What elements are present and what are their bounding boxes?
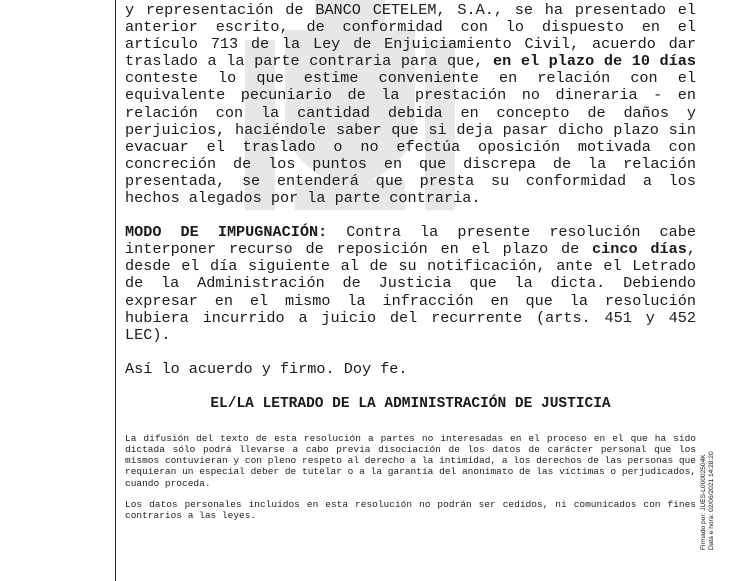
data-protection-notice: Los datos personales incluidos en esta resolución no podrán ser cedidos, ni comunicados con fines contrarios a las leyes. [125, 498, 696, 522]
digital-signature-stamp [700, 432, 720, 550]
impugnacion-label: MODO DE IMPUGNACIÓN: [125, 223, 328, 242]
paragraph-text: y representación de BANCO CETELEM, S.A., se ha presentado el anterior escrito, de conformidad con lo dispuesto en el artículo 713 de la Ley de Enjuiciamiento Civil, acuerdo dar traslado a la parte contraria para que, [125, 1, 696, 71]
left-margin-line [115, 0, 116, 581]
paragraph-impugnacion [125, 224, 696, 344]
paragraph-text: conteste lo que estime conveniente en relación con el equivalente pecuniario de la prestación no dineraria - en relación con la cantidad debida en concepto de daños y perjuicios, haciéndole saber que si deja pasar dicho plazo sin evacuar el traslado o no efectúa oposición motivada con concreción de los puntos en que discrepa de la relación presentada, se entenderá que presta su conformidad a los hechos alegados por la parte contraria. [125, 69, 696, 208]
paragraph-traslado [125, 2, 696, 207]
signature-title: EL/LA LETRADO DE LA ADMINISTRACIÓN DE JUSTICIA [210, 395, 611, 412]
stamp-datetime: Data e hora: 02/06/2021 14:28:20 [708, 451, 715, 550]
paragraph-text: , desde el día siguiente al de su notificación, ante el Letrado de la Administración de Justicia que la dicta. Debiendo expresar en el mismo la infracción en que la resolución hubiera incurrido a juicio del recurrente (arts. 451 y 452 LEC). [125, 240, 696, 344]
paragraph-text: Contra la presente resolución cabe interponer recurso de reposición en el plazo de [125, 223, 696, 259]
privacy-notice: La difusión del texto de esta resolución a partes no interesadas en el proceso en el que ha sido dictada sólo podrá llevarse a cabo previa disociación de los datos de carácter personal que los mismos contuvieran y con pleno respeto al derecho a la intimidad, a los derechos de las personas que requieran un especial deber de tutelar o a la garantía del anonimato de las víctimas o perjudicados, cuando proceda. [125, 432, 696, 489]
deadline-bold: en el plazo de 10 días [493, 52, 696, 71]
closing-statement: Así lo acuerdo y firmo. Doy fe. [125, 359, 408, 378]
document-body [125, 2, 696, 521]
stamp-signer: Firmado por: JUES-L00002504K [700, 454, 707, 550]
deadline-bold: cinco días [592, 240, 687, 259]
